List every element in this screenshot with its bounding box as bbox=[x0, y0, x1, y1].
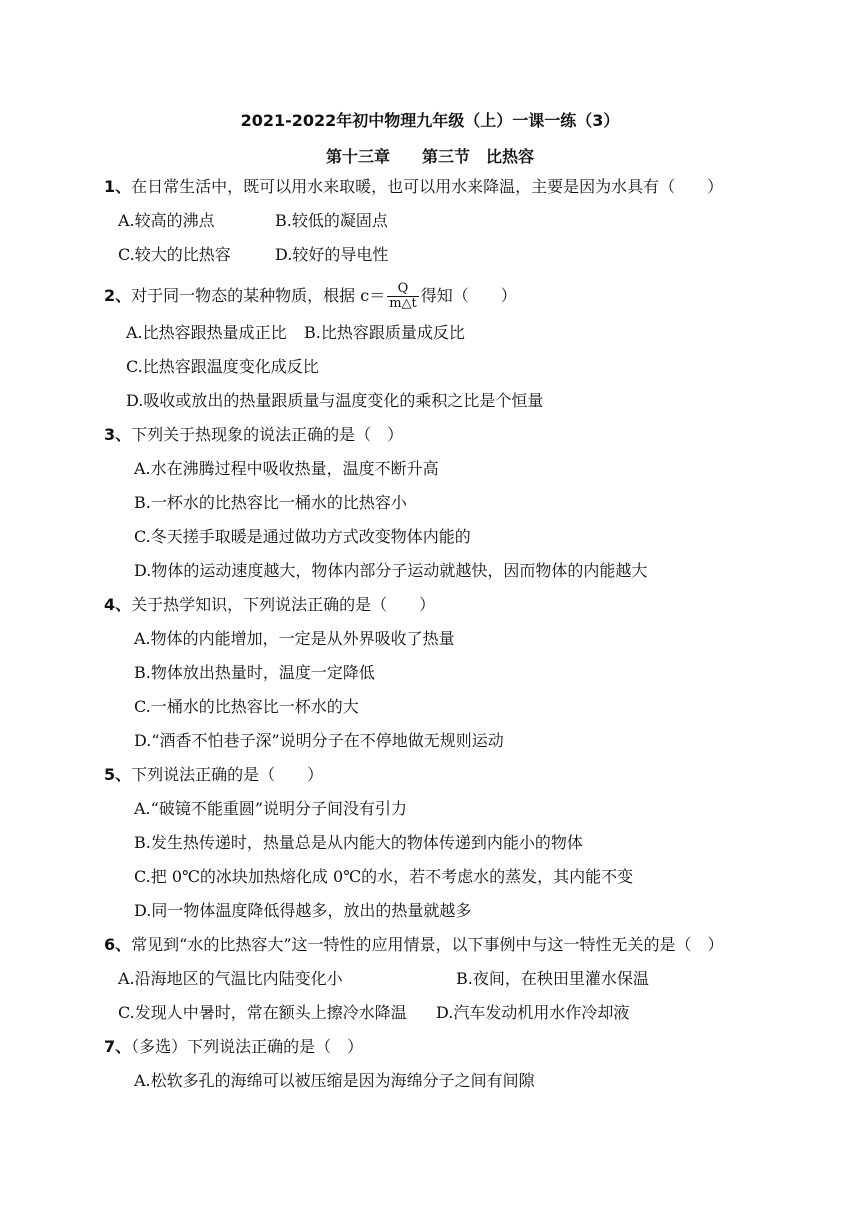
question-5 bbox=[104, 764, 323, 786]
question-number: 6、 bbox=[104, 935, 132, 954]
option-3a: A.水在沸腾过程中吸收热量，温度不断升高 bbox=[134, 459, 439, 478]
question-stem: 下列说法正确的是（ ） bbox=[131, 765, 324, 784]
option-4b: B.物体放出热量时，温度一定降低 bbox=[134, 663, 375, 682]
question-stem: 常见到“水的比热容大”这一特性的应用情景，以下事例中与这一特性无关的是（ ） bbox=[131, 935, 724, 954]
option-3b: B.一杯水的比热容比一桶水的比热容小 bbox=[134, 493, 407, 512]
option-1b: B.较低的凝固点 bbox=[275, 211, 388, 230]
page-title: 2021-2022年初中物理九年级（上）一课一练（3） bbox=[240, 111, 620, 130]
question-stem: 下列关于热现象的说法正确的是（ ） bbox=[131, 425, 404, 444]
question-number: 1、 bbox=[104, 177, 132, 196]
option-6b: B.夜间，在秧田里灌水保温 bbox=[456, 969, 649, 988]
question-4 bbox=[104, 594, 435, 616]
option-1a: A.较高的沸点 bbox=[118, 211, 215, 230]
option-7a: A.松软多孔的海绵可以被压缩是因为海绵分子之间有间隙 bbox=[134, 1071, 535, 1090]
option-5c: C.把 0℃的冰块加热熔化成 0℃的水，若不考虑水的蒸发，其内能不变 bbox=[134, 867, 634, 886]
fraction-denominator: m△t bbox=[389, 296, 417, 311]
question-stem-post: 得知（ ） bbox=[420, 286, 517, 305]
question-3 bbox=[104, 424, 403, 446]
question-number: 7、 bbox=[104, 1037, 132, 1056]
question-stem: （多选）下列说法正确的是（ ） bbox=[131, 1037, 364, 1056]
option-5d: D.同一物体温度降低得越多，放出的热量就越多 bbox=[134, 901, 472, 920]
question-7 bbox=[104, 1036, 363, 1058]
option-6d: D.汽车发动机用水作冷却液 bbox=[436, 1003, 630, 1022]
option-1c: C.较大的比热容 bbox=[118, 245, 231, 264]
option-3d: D.物体的运动速度越大，物体内部分子运动就越快，因而物体的内能越大 bbox=[134, 561, 648, 580]
option-3c: C.冬天搓手取暖是通过做功方式改变物体内能的 bbox=[134, 527, 471, 546]
formula-fraction bbox=[387, 282, 419, 311]
option-2a: A.比热容跟热量成正比 bbox=[126, 323, 287, 342]
question-number: 5、 bbox=[104, 765, 132, 784]
option-2b: B.比热容跟质量成反比 bbox=[304, 323, 465, 342]
question-6 bbox=[104, 934, 724, 956]
question-number: 2、 bbox=[104, 286, 132, 305]
question-stem-pre: 对于同一物态的某种物质，根据 c＝ bbox=[131, 286, 386, 305]
question-stem: 关于热学知识，下列说法正确的是（ ） bbox=[131, 595, 436, 614]
section-subtitle: 第十三章 第三节 比热容 bbox=[325, 147, 534, 166]
option-6c: C.发现人中暑时，常在额头上擦冷水降温 bbox=[118, 1003, 407, 1022]
question-number: 3、 bbox=[104, 425, 132, 444]
question-1 bbox=[104, 176, 723, 198]
option-4d: D.“酒香不怕巷子深”说明分子在不停地做无规则运动 bbox=[134, 731, 504, 750]
option-6a: A.沿海地区的气温比内陆变化小 bbox=[118, 969, 343, 988]
option-2c: C.比热容跟温度变化成反比 bbox=[126, 357, 319, 376]
question-number: 4、 bbox=[104, 595, 132, 614]
question-stem: 在日常生活中，既可以用水来取暖，也可以用水来降温，主要是因为水具有（ ） bbox=[131, 177, 724, 196]
option-4a: A.物体的内能增加，一定是从外界吸收了热量 bbox=[134, 629, 455, 648]
option-4c: C.一桶水的比热容比一杯水的大 bbox=[134, 697, 359, 716]
question-2 bbox=[104, 282, 517, 311]
option-5a: A.“破镜不能重圆”说明分子间没有引力 bbox=[134, 799, 408, 818]
option-2d: D.吸收或放出的热量跟质量与温度变化的乘积之比是个恒量 bbox=[126, 391, 544, 410]
option-5b: B.发生热传递时，热量总是从内能大的物体传递到内能小的物体 bbox=[134, 833, 583, 852]
fraction-numerator: Q bbox=[387, 282, 419, 297]
option-1d: D.较好的导电性 bbox=[275, 245, 389, 264]
